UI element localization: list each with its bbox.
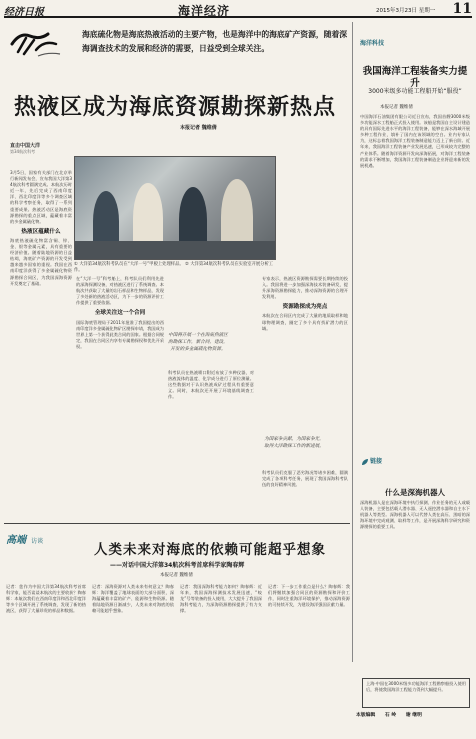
interview-badge-big: 高端 xyxy=(6,535,26,546)
pull-quote-2: 为国家争贡献，为国家争光，取得大洋勘探工作的新进展。 xyxy=(264,437,324,449)
interview-column-2: 记者：深海资源对人类未来有何意义？陶春辉：海洋覆盖了地球表面的大部分面积，深海蕴藏着丰富的矿产、能源和生物资源。随着陆地资源日渐减少，人类未来对海底的依赖可能超乎想象。 xyxy=(92,584,174,614)
interview-badge xyxy=(6,528,76,550)
leaf-icon xyxy=(362,459,368,465)
interview-column-4: 记者：下一步工作重点是什么？陶春辉：我们将继续加强合同区的资源勘探和评价工作，同时注重海洋环境保护，推动深海资源的可持续开发，为建设海洋强国贡献力量。 xyxy=(268,584,350,608)
section-divider xyxy=(4,523,350,524)
issue-date: 2015年3月23日 星期一 xyxy=(376,8,436,14)
right-byline: 本报记者 魏维倩 xyxy=(380,105,413,110)
series-badge-sub: 第34航次科考 xyxy=(10,149,36,154)
right-section-label: 海洋科技 xyxy=(360,40,385,47)
right-headline: 我国海洋工程装备实力提升 xyxy=(362,66,468,89)
lead-paragraph: 海底硫化物是海底热液活动的主要产物，也是海洋中的海底矿产资源，随着深海调查技术的发展和经济的需要，日益受到全球关注。 xyxy=(82,30,348,53)
main-headline: 热液区成为海底资源勘探新热点 xyxy=(14,94,337,120)
interview-column-3: 记者：我国深海科考能力如何？陶春辉：近年来，我国深海探测技术发展迅速，“蛟龙”号等装备的投入使用，大大提升了我国深海科考能力，为深海资源勘探提供了有力支撑。 xyxy=(180,584,262,614)
news-photo xyxy=(74,156,276,260)
series-badge-title: 直击中国大洋 xyxy=(10,143,41,149)
link-badge-label: 链接 xyxy=(370,458,383,465)
interview-headline: 人类未来对海底的依赖可能超乎想象 xyxy=(94,542,326,558)
subhead-2: 全球关注这一个合同 xyxy=(94,310,146,317)
article-column-1: 3月5日，国家有关部门在北京举行新闻发布会，宣布我国大洋第34航次科考圆满完成。本航次历时近一年，先后完成了西南印度洋、西北印度洋等多个调查区域的科学考察任务，取得了一系列重要成果。热液活动区是海底资源勘探的重点区域，蕴藏着丰富的多金属硫化物。 热液区蕴藏什么 海底热液硫化物富含铜、锌、金、银等金属元素，具有重要的经济价值。随着陆地资源的日益枯竭，海底矿产资源的开发受到越来越多国家的重视。我国在西南印度洋获得了多金属硫化物资源勘探合同区，为我国深海资源开发奠定了基础。 xyxy=(10,170,72,286)
page-editor-credit xyxy=(356,711,472,718)
interview-badge-small: 访谈 xyxy=(31,538,44,545)
interview-column-1: 记者：您作为中国大洋第34航次科考首席科学家，能否谈谈本航次的主要收获？陶春辉：本航次我们在西南印度洋和西北印度洋等多个区域开展了系统调查，发现了新的热液区，获得了大量珍贵的样品和数据。 xyxy=(6,584,86,614)
editor-label: 本版编辑 xyxy=(356,713,376,718)
right-article-body: 中国海洋石油集团有限公司近日宣布，我国首艘3000米级多功能深水工程船正式投入使用。该船是我国自主设计建造的具有国际先进水平的海洋工程装备，能够在深水海域开展多种工程作业，填补了国内在该领域的空白。业内专家认为，这标志着我国海洋工程装备制造能力迈上了新台阶。近年来，我国海洋工程装备产业发展迅速，已形成较为完整的产业体系。随着海洋资源开发向深海拓展，对海洋工程装备的需求不断增加，我国海洋工程装备制造企业将迎来新的发展机遇。 xyxy=(360,114,470,168)
right-subheadline: 3000米级多功能工程船开始“服役” xyxy=(368,88,462,95)
main-byline: 本报记者 魏维倩 xyxy=(180,125,217,131)
editor-name-1: 石 岭 xyxy=(384,713,397,718)
section-title: 海洋经济 xyxy=(178,4,231,18)
right-section-header xyxy=(360,30,460,47)
article-column-4b: 科考队员们克服了恶劣海况等诸多困难，圆满完成了各项科考任务，展现了我国深海科考队伍的良好精神风貌。 xyxy=(262,470,348,488)
subhead-1: 热液区蕴藏什么 xyxy=(21,228,61,235)
interview-subheadline: ——对话中国大洋第34航次科考首席科学家陶春辉 xyxy=(110,562,245,569)
article-column-4: 专家表示，热液区资源勘探需要长期持续的投入。我国将进一步加强深海技术装备研发，提升深海资源勘探能力，推动深海资源的合理开发利用。 资源勘探成为亮点 本航次在合同区内完成了大量的地质取样和地球物理调查，圈定了多个具有找矿潜力的区域。 xyxy=(262,276,348,331)
right-q-headline: 什么是深海机器人 xyxy=(385,488,445,497)
paper-name: 经济日报 xyxy=(4,7,44,18)
editor-name-2: 谢 继明 xyxy=(405,713,422,718)
page-number: 11 xyxy=(452,1,472,17)
ad-box: 上海·中国在3000米级多功能海洋工程勘察船投入使用后，将使我国海洋工程能力得到大幅提升。 xyxy=(362,678,470,708)
series-badge xyxy=(10,142,68,162)
link-badge xyxy=(362,456,392,466)
masthead xyxy=(4,2,472,18)
article-column-2: 在“大洋一号”科考船上，科考队员们利用先进的深海探测设备，对热液区进行了系统调查。本航次共获取了大量的岩石样品和生物样品，发现了多处新的热液活动区，为下一步的资源评价工作提供了重要依据。 全球关注这一个合同 国际海底管理局于2011年批准了我国提出的西南印度洋多金属硫化物矿区勘探申请，我国成为世界上第一个获得此类合同的国家。根据合同规定，我国在合同区内享有专属勘探权和优先开采权。 xyxy=(76,276,164,349)
interview-byline: 本报记者 魏维倩 xyxy=(160,573,193,578)
pull-quote-1: 中国将开展一个在海底热液区的勘探工作，新合同，建设，开发的多金属硫化物资源。 xyxy=(168,333,228,352)
article-column-3: 科考队员在热液喷口附近布放了多种仪器，对热液流体的温度、化学成分进行了原位测量。这些数据对于认识热液成矿过程具有重要意义。同时，本航次还开展了环境基线调查工作。 xyxy=(168,370,254,400)
photo-caption: ① 大洋第34航次科考队员在“大洋一号”甲板上处理样品。 ② 大洋第34航次科考队员在实验室开展分析工作。 xyxy=(74,262,274,273)
right-q-body: 深海机器人是在深海环境中执行探测、作业任务的无人或载人装备，主要包括载人潜水器、无人遥控潜水器和自主水下机器人等类型。深海机器人可以代替人类在高压、黑暗的深海环境中完成观测、取样等工作，是开展深海科学研究和资源勘探的重要工具。 xyxy=(360,500,470,530)
xin-calligraphy-logo-icon xyxy=(8,26,64,60)
subhead-3: 资源勘探成为亮点 xyxy=(282,304,328,311)
